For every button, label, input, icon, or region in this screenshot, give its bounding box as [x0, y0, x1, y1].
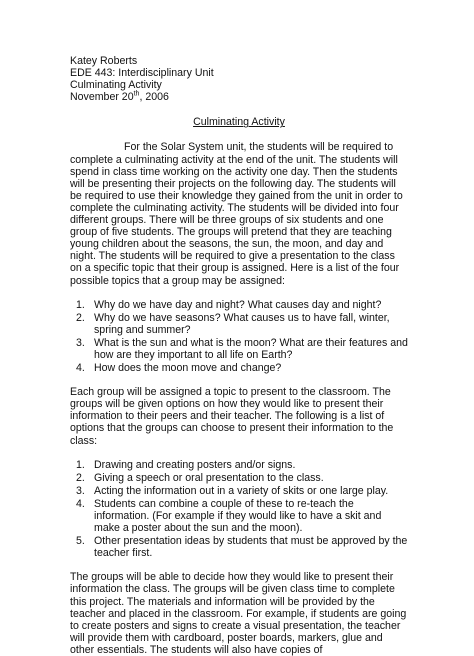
list-item-number: 1.: [76, 298, 85, 311]
list-item-text: What is the sun and what is the moon? What are their features and how are they important to all life on Earth?: [94, 336, 408, 361]
options-paragraph: Each group will be assigned a topic to present to the classroom. The groups will be given options on how they would like to present their information to their peers and their teacher. The following is a list of options that the groups can choose to present their information to the class:: [70, 386, 394, 447]
intro-paragraph: For the Solar System unit, the students will be required to complete a culminating activity at the end of the unit. The students will spend in class time working on the activity one day. Then the students will be presenting their projects on the following day. The students will be required to use their knowledge they gained from the unit in order to complete the culminating activity. The students will be divided into four different groups. There will be three groups of six students and one group of five students. The groups will pretend that they are teaching young children about the seasons, the sun, the moon, and day and night. The students will be required to give a presentation to the class on a specific topic that their group is assigned. Here is a list of the four possible topics that a group may be assigned:: [70, 141, 403, 287]
list-item: [70, 459, 408, 471]
list-item-text: Students can combine a couple of these to re-teach the information. (For example if they would like to have a skit and make a poster about the sun and the moon).: [94, 497, 382, 535]
options-list: [70, 459, 408, 560]
list-item-number: 2.: [76, 311, 85, 324]
list-item-text: Giving a speech or oral presentation to the class.: [94, 471, 324, 484]
list-item: [70, 299, 408, 311]
date-ordinal-suffix: th: [133, 90, 140, 98]
document-date: [70, 91, 408, 103]
list-item-number: 3.: [76, 336, 85, 349]
list-item-number: 3.: [76, 484, 85, 497]
list-item-number: 4.: [76, 362, 85, 375]
list-item-text: Acting the information out in a variety of skits or one large play.: [94, 484, 389, 497]
list-item-number: 2.: [76, 471, 85, 484]
list-item: [70, 498, 408, 534]
document-type: Culminating Activity: [70, 79, 162, 92]
list-item-text: Why do we have seasons? What causes us to have fall, winter, spring and summer?: [94, 311, 390, 336]
date-month-day: November 20: [70, 91, 134, 104]
list-item: [70, 535, 408, 559]
list-item: [70, 312, 408, 336]
list-item-number: 1.: [76, 458, 85, 471]
document-header: [70, 55, 408, 103]
list-item-text: Drawing and creating posters and/or signs.: [94, 458, 296, 471]
list-item-text: Why do we have day and night? What causes day and night?: [94, 298, 382, 311]
list-item: [70, 362, 408, 374]
author-name: Katey Roberts: [70, 55, 138, 67]
date-year: , 2006: [139, 91, 169, 104]
list-item-number: 5.: [76, 535, 85, 548]
closing-paragraph: The groups will be able to decide how they would like to present their information the class. The groups will be given class time to complete this project. The materials and information will be provided by the teacher and placed in the classroom. For example, if students are going to create posters and signs to create a visual presentation, the teacher will provide them with cardboard, poster boards, markers, glue and other essentials. The students will also have copies of: [70, 571, 407, 656]
list-item: [70, 337, 408, 361]
list-item: [70, 472, 408, 484]
list-item-text: Other presentation ideas by students that must be approved by the teacher first.: [94, 535, 408, 560]
list-item-number: 4.: [76, 497, 85, 510]
page-title: Culminating Activity: [193, 116, 285, 129]
course-name: EDE 443: Interdisciplinary Unit: [70, 67, 214, 80]
list-item-text: How does the moon move and change?: [94, 362, 282, 375]
list-item: [70, 485, 408, 497]
topics-list: [70, 299, 408, 375]
